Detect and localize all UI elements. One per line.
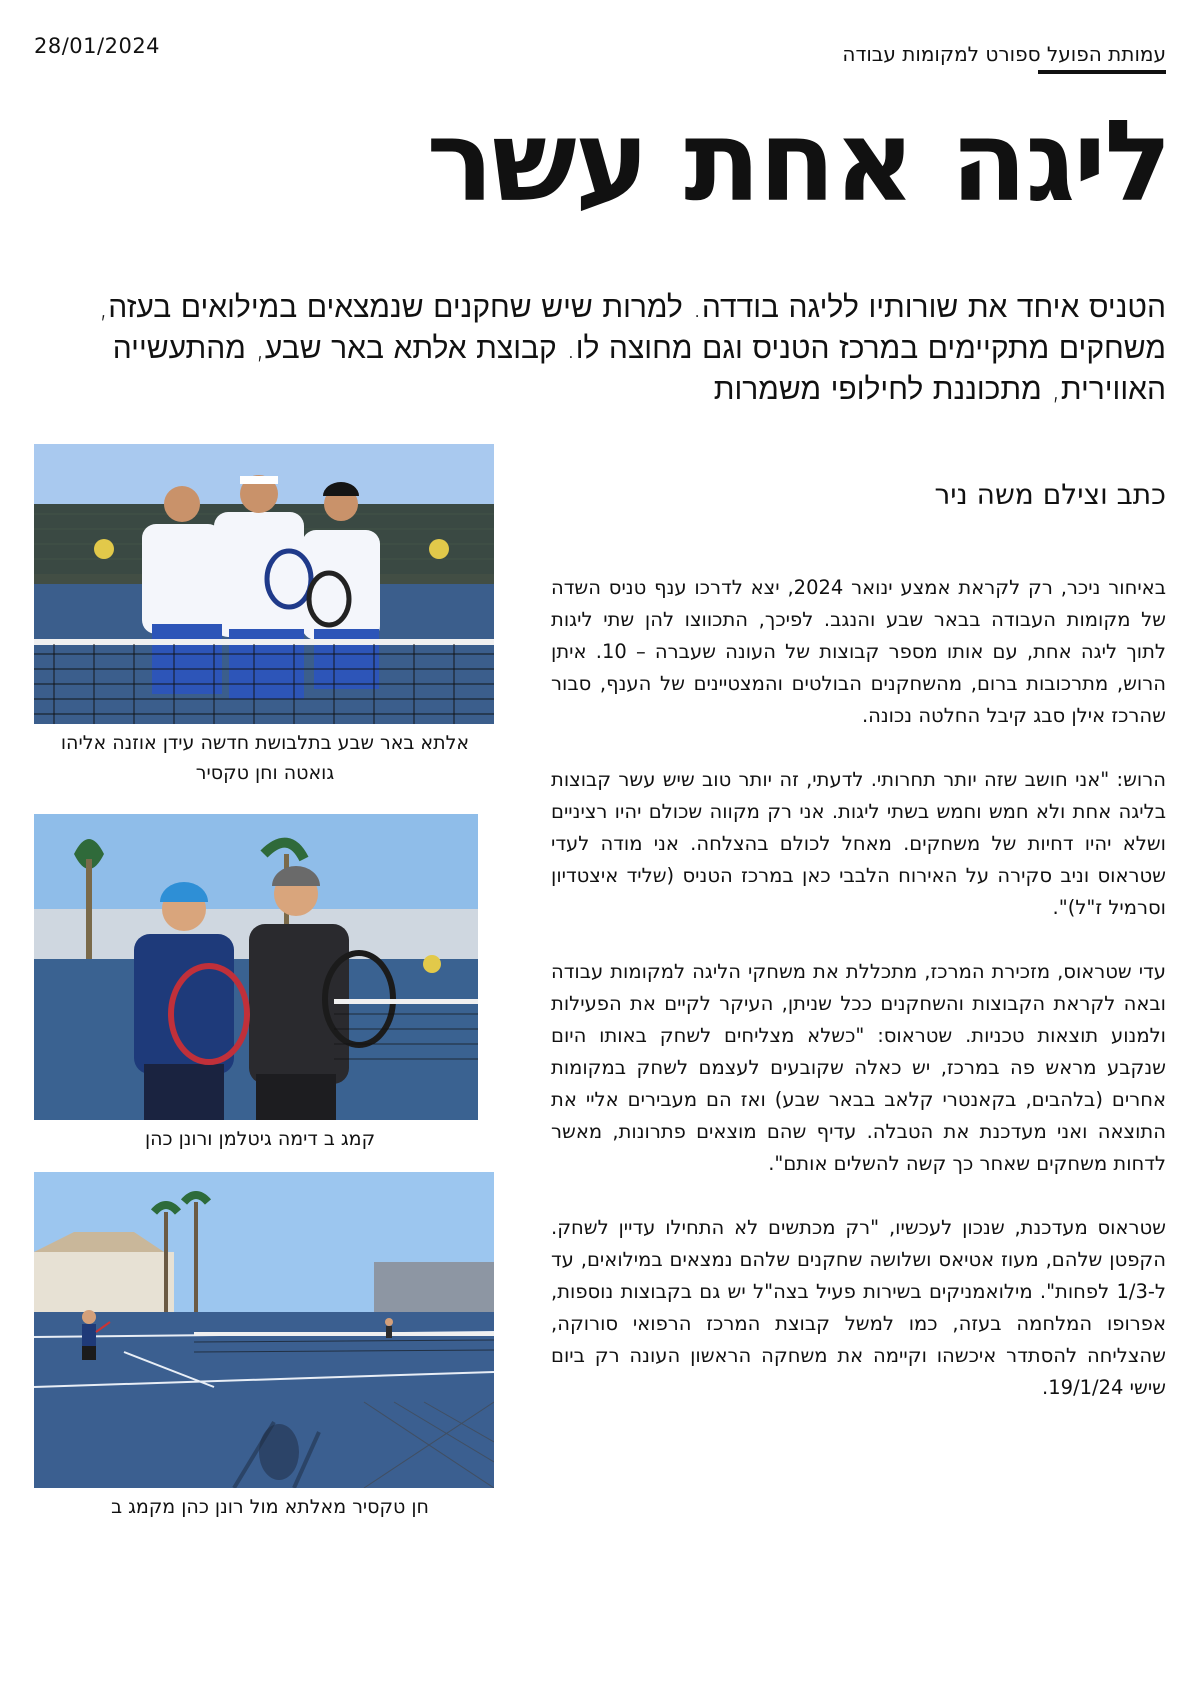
date: 28/01/2024	[34, 34, 161, 58]
photo-court-match	[34, 1172, 494, 1488]
photo-three-players	[34, 444, 494, 724]
article-paragraph: הרוש: "אני חושב שזה יותר תחרותי. לדעתי, זה יותר טוב שיש עשר קבוצות בליגה אחת ולא חמש וחמש בשתי ליגות. אני רק מקווה שכולם יהיו רציניים ושלא יהיו דחיות של משחקים. מאחל לכולם בהצלחה. אני מודה לעדי שטראוס וניב סקירה על האירוח הלבבי כאן במרכז הטניס (שליד איצטדיון וסרמיל ז"ל)".	[551, 768, 1166, 919]
organization-name: עמותת הפועל ספורט למקומות עבודה	[842, 42, 1166, 66]
lede: הטניס איחד את שורותיו לליגה בודדה. למרות שיש שחקנים שנמצאים במילואים בעזה, משחקים מתקיימים במרכז הטניס וגם מחוצה לו. קבוצת אלתא באר שבע, מהתעשייה האווירית, מתכוננת לחילופי משמרות	[98, 290, 1166, 407]
headline: ליגה אחת עשר	[426, 97, 1170, 227]
photo-two-players-icon	[34, 814, 478, 1120]
article-body	[551, 572, 1166, 1436]
photo-three-players-icon	[34, 444, 494, 724]
organization-underline	[1038, 70, 1166, 74]
photo-caption: חן טקסיר מאלתא מול רונן כהן מקמג ב	[111, 1496, 429, 1518]
photo-two-players	[34, 814, 478, 1120]
byline: כתב וצילם משה ניר	[934, 478, 1166, 511]
article-paragraph: עדי שטראוס, מזכירת המרכז, מתכללת את משחקי הליגה למקומות עבודה ובאה לקראת הקבוצות והשחקנים ככל שניתן, העיקר לקיים את הפעילות ולמנוע תוצאות טכניות. שטראוס: "כשלא מצליחים לשחק באותו היום שנקבע מראש פה במרכז, יש כאלה שקובעים לעצמם לשחק במקומות אחרים (בלהבים, בקאנטרי קלאב בבאר שבע) ואז הם מעבירים אליי את התוצאה ואני מעדכנת את הטבלה. עדיף שהם מוצאים פתרונות, מאשר לדחות משחקים שאחר כך קשה להשלים אותם".	[551, 960, 1166, 1175]
photo-caption: אלתא באר שבע בתלבושת חדשה עידן אוזנה אליהו גואטה וחן טקסיר	[60, 732, 470, 784]
photo-caption: קמג ב דימה גיטלמן ורונן כהן	[144, 1128, 376, 1150]
article-paragraph: שטראוס מעדכנת, שנכון לעכשיו, "רק מכתשים לא התחילו עדיין לשחק. הקפטן שלהם, מעוז אטיאס ושלושה שחקנים שלהם נמצאים במילואים, עד ל-1/3 לפחות". מילואמניקים בשירות פעיל בצה"ל יש גם בקבוצות נוספות, אפרופו המלחמה בעזה, כמו למשל קבוצת המרכז הרפואי סורוקה, שהצליחה להסתדר איכשהו וקיימה את משחקה הראשון העונה רק ביום שישי 19/1/24.	[551, 1216, 1166, 1399]
photo-court-match-icon	[34, 1172, 494, 1488]
article-paragraph: באיחור ניכר, רק לקראת אמצע ינואר 2024, יצא לדרכו ענף טניס השדה של מקומות העבודה בבאר שבע והנגב. לפיכך, התכווצו להן שתי ליגות לתוך ליגה אחת, עם אותו מספר קבוצות של העונה שעברה – 10. איתן הרוש, מתרכובות ברום, מהשחקנים הבולטים והמצטיינים של הענף, סבור שהרכז אילן סבג קיבל החלטה נכונה.	[551, 576, 1167, 727]
